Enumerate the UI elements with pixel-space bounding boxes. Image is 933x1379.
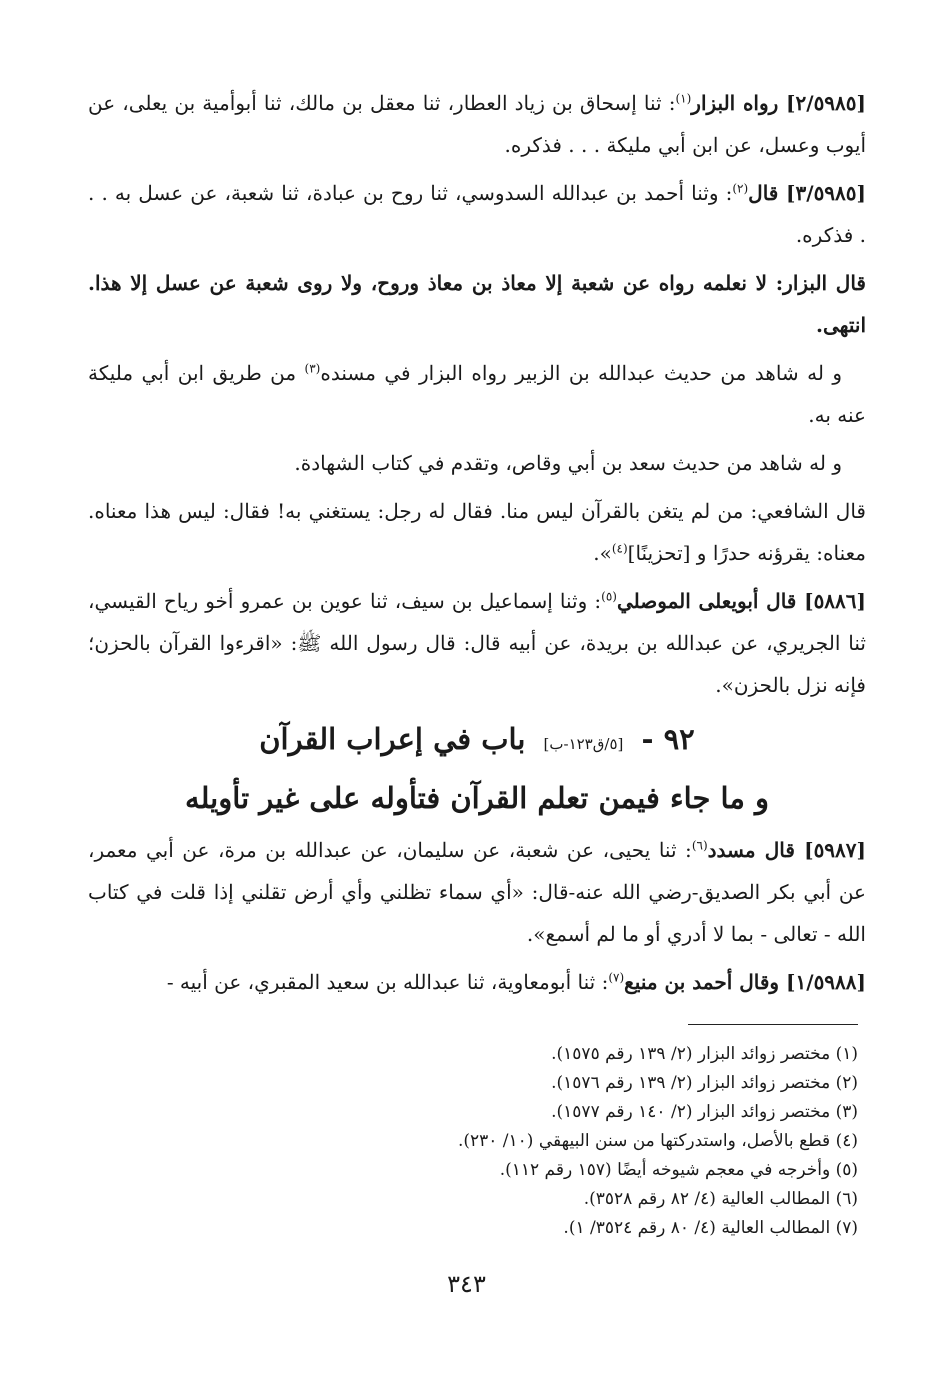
hadith-reference: [٥٩٨٧] قال مسدد: [707, 838, 866, 862]
paragraph-text: قال الشافعي: من لم يتغن بالقرآن ليس منا. فقال له رجل: يستغني به! فقال: ليس هذا معناه. معناه: يقرؤنه حدرًا و [تحزينًا]: [88, 499, 866, 565]
chapter-heading: [88, 712, 866, 825]
paragraph-bazzar-comment: [88, 262, 866, 346]
paragraph-5987: [88, 829, 866, 955]
paragraph-text: و له شاهد من حديث سعد بن أبي وقاص، وتقدم في كتاب الشهادة.: [294, 451, 842, 475]
paragraph-text: قال البزار: لا نعلمه رواه عن شعبة إلا معاذ بن معاذ وروح، ولا روى شعبة عن عسل إلا هذا. انتهى.: [88, 271, 866, 337]
paragraph-5988-1: [88, 961, 866, 1003]
chapter-heading-line1: [88, 712, 866, 771]
page-number: ٣٤٣: [447, 1270, 486, 1298]
hadith-reference: [٥٨٨٦] قال أبويعلى الموصلي: [616, 589, 866, 613]
paragraph-text: : ثنا يحيى، عن شعبة، عن سليمان، عن عبدالله بن مرة، عن أبي معمر، عن أبي بكر الصديق-رضي الله عنه-قال: «أي سماء تظلني وأي أرض تقلني إذا قلت في كتاب الله - تعالى - بما لا أدري أو ما لم أسمع».: [88, 838, 866, 946]
footnote-item: (٦) المطالب العالية (٤/ ٨٢ رقم ٣٥٢٨).: [583, 1189, 858, 1209]
footnote-item: (٧) المطالب العالية (٤/ ٨٠ رقم ٣٥٢٤/ ١).: [563, 1218, 858, 1238]
footnote-marker: (٢): [732, 181, 749, 196]
footnote-item: (٣) مختصر زوائد البزار (٢/ ١٤٠ رقم ١٥٧٧).: [551, 1102, 858, 1122]
paragraph-text: ».: [593, 541, 612, 565]
chapter-number: ٩٢ -: [641, 722, 695, 756]
paragraph-text: و له شاهد من حديث عبدالله بن الزبير رواه البزار في مسنده: [320, 361, 842, 385]
paragraph-5985-2: [88, 82, 866, 166]
page-body: [88, 82, 866, 1009]
paragraph-text: من طريق ابن أبي مليكة عنه به.: [88, 361, 866, 427]
hadith-reference: [٢/٥٩٨٥] رواه البزار: [691, 91, 866, 115]
footnotes: [88, 1040, 858, 1243]
paragraph-shahid-zubayr: [88, 352, 866, 436]
chapter-heading-line2: و ما جاء فيمن تعلم القرآن فتأوله على غير تأويله: [185, 781, 769, 815]
footnote-marker: (٥): [601, 589, 617, 604]
paragraph-5886: [88, 580, 866, 706]
footnote-marker: (٣): [304, 361, 321, 376]
footnote-marker: (٦): [691, 838, 708, 853]
paragraph-shahid-saad: [88, 442, 866, 484]
manuscript-folio-marker: [٥/ق١٢٣-ب]: [543, 735, 624, 753]
footnote-separator: [688, 1024, 858, 1025]
paragraph-5985-3: [88, 172, 866, 256]
paragraph-shafii: [88, 490, 866, 574]
footnote-item: (٤) قطع بالأصل، واستدركتها من سنن البيهقي (١٠/ ٢٣٠).: [457, 1131, 858, 1151]
paragraph-text: : وثنا أحمد بن عبدالله السدوسي، ثنا روح بن عبادة، ثنا شعبة، عن عسل به . . . فذكره.: [88, 181, 866, 247]
footnote-marker: (٤): [611, 541, 628, 556]
chapter-title: باب في إعراب القرآن: [259, 722, 526, 756]
footnote-item: (٢) مختصر زوائد البزار (٢/ ١٣٩ رقم ١٥٧٦).: [551, 1073, 858, 1093]
paragraph-text: : ثنا إسحاق بن زياد العطار، ثنا معقل بن مالك، ثنا أبوأمية بن يعلى، عن أيوب وعسل، عن ابن أبي مليكة . . . فذكره.: [88, 91, 866, 157]
footnote-item: (١) مختصر زوائد البزار (٢/ ١٣٩ رقم ١٥٧٥).: [551, 1044, 858, 1064]
paragraph-text: : ثنا أبومعاوية، ثنا عبدالله بن سعيد المقبري، عن أبيه -: [166, 970, 609, 994]
paragraph-text: : وثنا إسماعيل بن سيف، ثنا عوين بن عمرو أخو رياح القيسي، ثنا الجريري، عن عبدالله بن بريدة، عن أبيه قال: قال رسول الله ﷺ: «اقرءوا القرآن بالحزن؛ فإنه نزل بالحزن».: [88, 589, 866, 697]
hadith-reference: [١/٥٩٨٨] وقال أحمد بن منيع: [624, 970, 866, 994]
footnote-item: (٥) وأخرجه في معجم شيوخه أيضًا (١٥٧ رقم ١١٢).: [499, 1160, 858, 1180]
footnote-marker: (١): [675, 91, 692, 106]
footnote-marker: (٧): [608, 970, 625, 985]
hadith-reference: [٣/٥٩٨٥] قال: [748, 181, 866, 205]
